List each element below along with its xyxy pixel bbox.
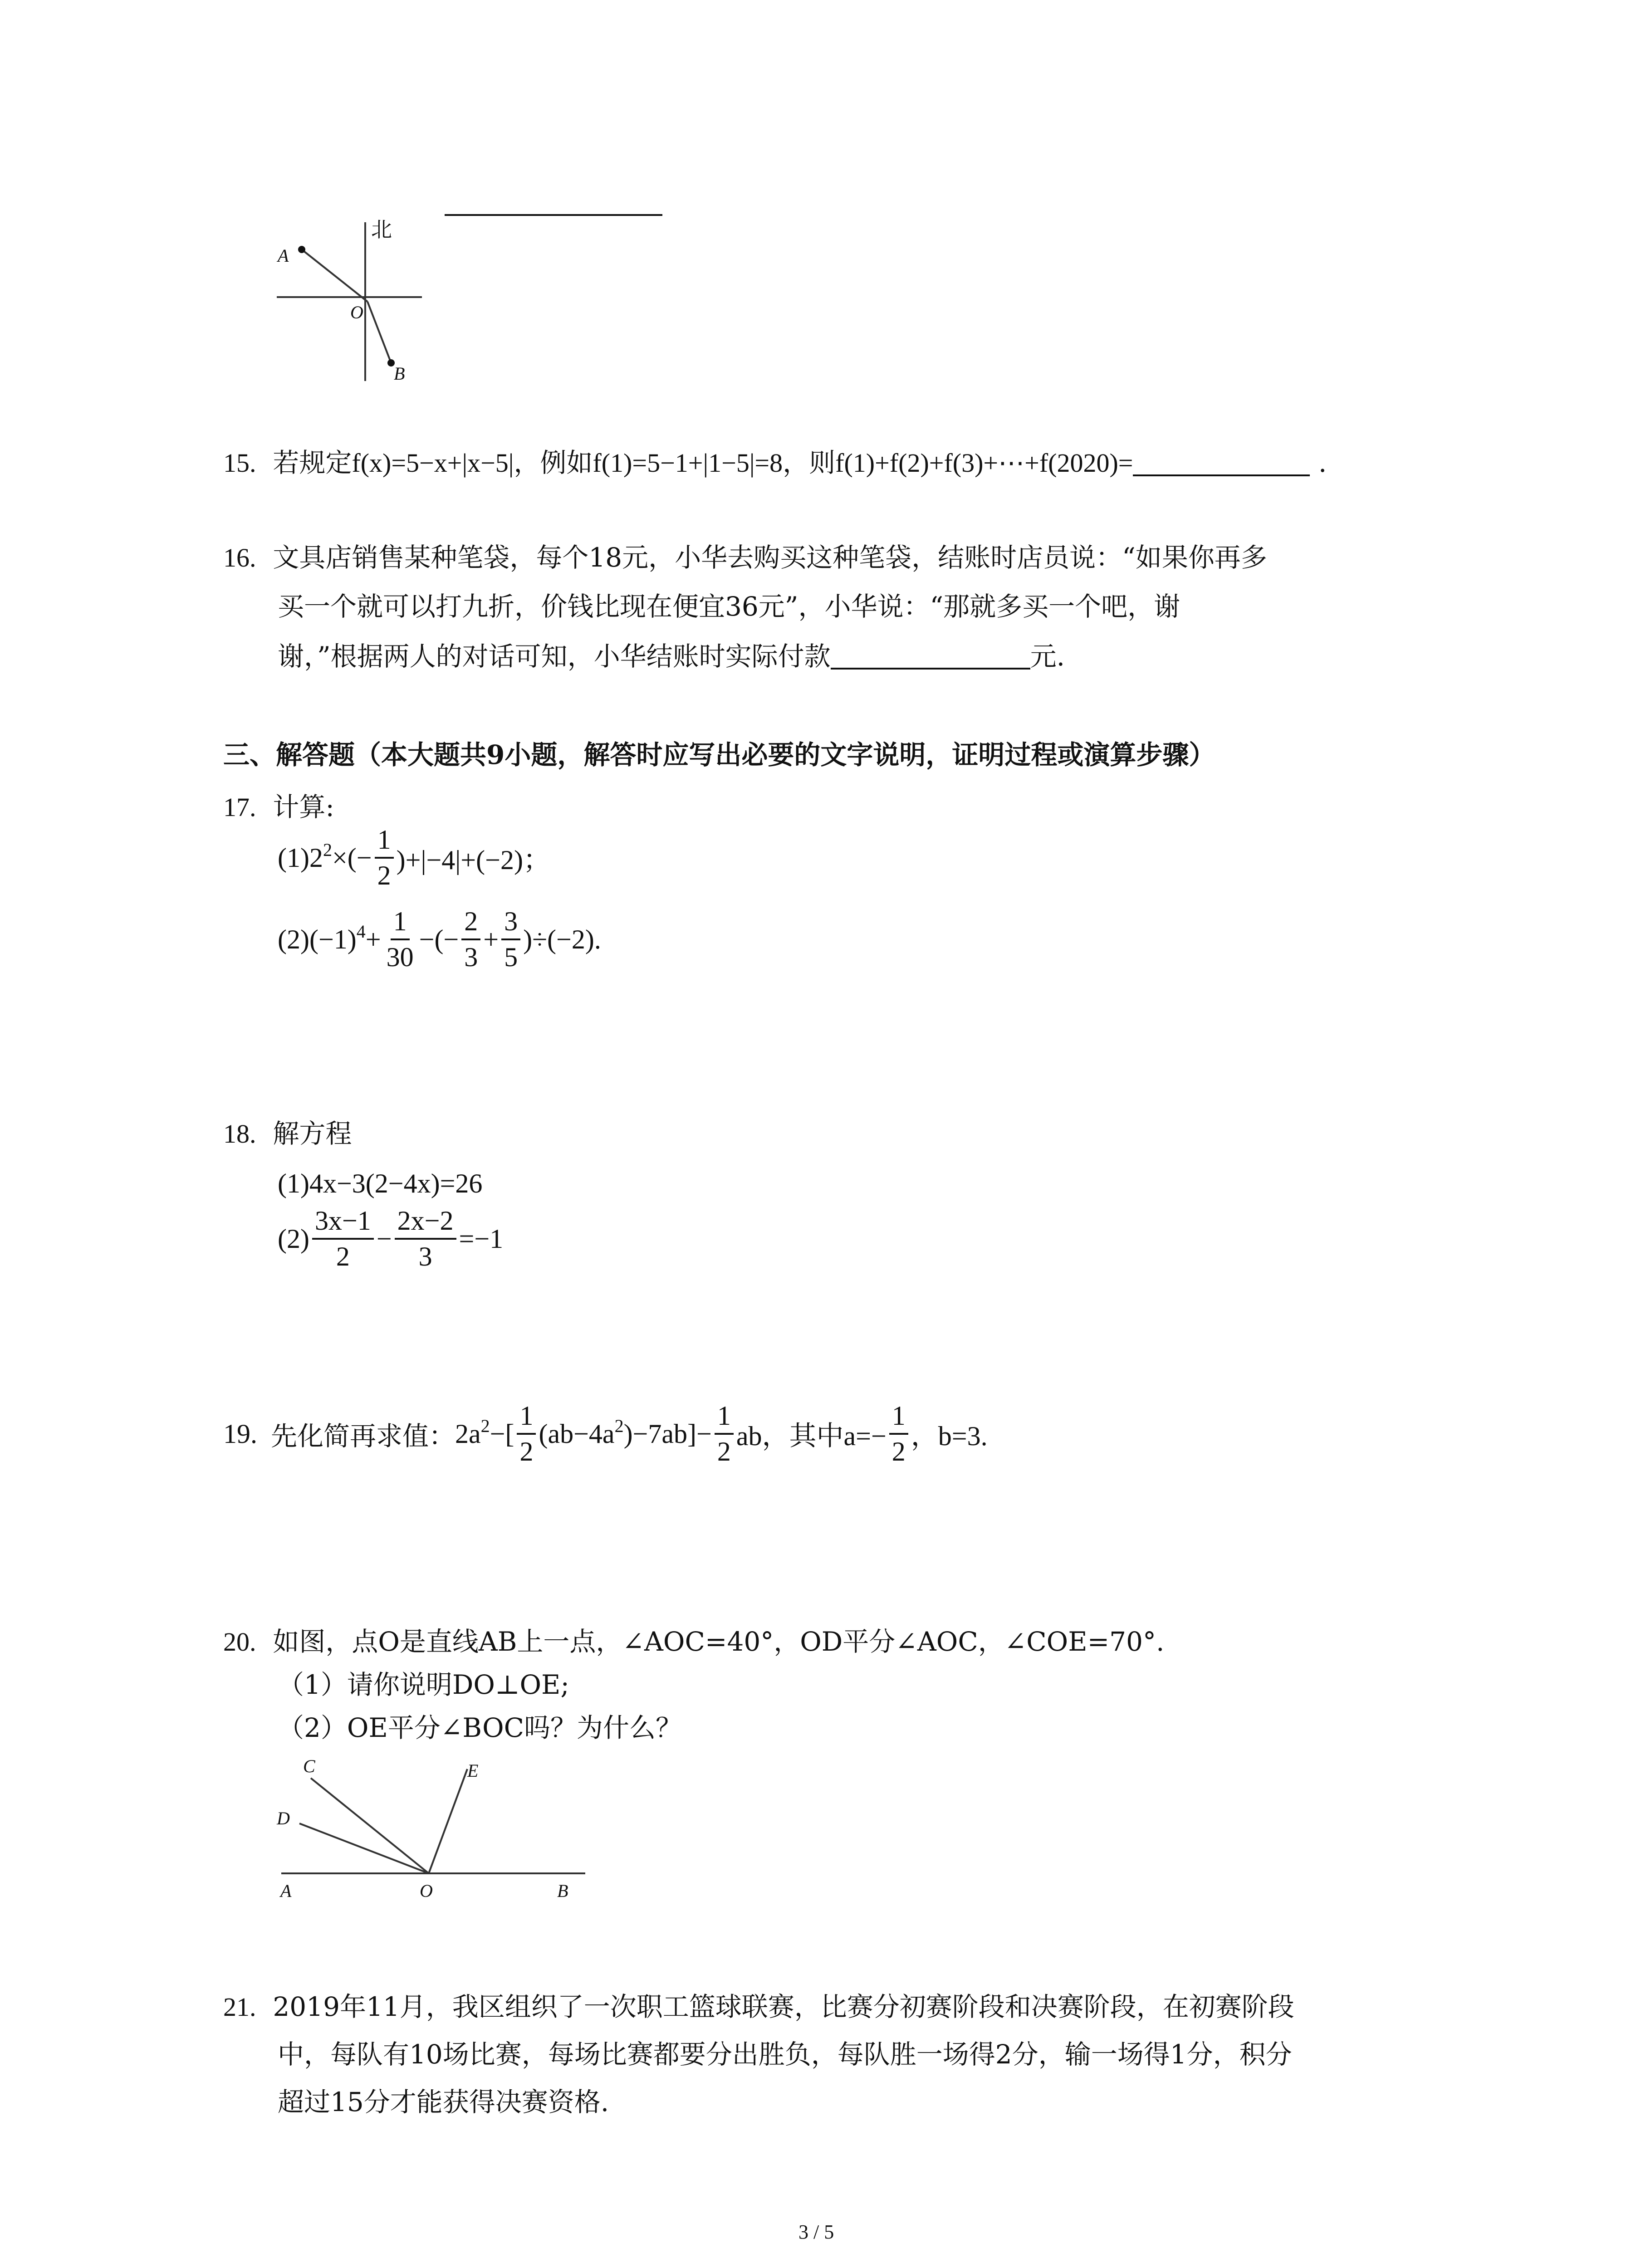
q21-line-3: 超过15分才能获得决赛资格.	[278, 2087, 609, 2117]
question-number: 21.	[223, 1992, 256, 2022]
question-number: 18.	[223, 1119, 256, 1149]
question-number: 16.	[223, 543, 256, 572]
q14-answer-blank	[445, 213, 662, 216]
q20-label-e: E	[467, 1760, 479, 1781]
q20-line-1: 如图，点O是直线AB上一点，∠AOC=40°，OD平分∠AOC，∠COE=70°.	[273, 1626, 1165, 1657]
q14-label-o: O	[350, 302, 363, 323]
fraction: $\frac{1}{2}$	[889, 1402, 908, 1466]
q16-line-2: 买一个就可以打九折，价钱比现在便宜36元”，小华说：“那就多买一个吧，谢	[278, 591, 1181, 622]
q18-part-2: (2) $\frac{3x-1}{2}$ − $\frac{2x-2}{3}$ =−1	[278, 1206, 504, 1271]
question-17: 17. 计算:	[223, 792, 334, 822]
q21-line-1: 2019年11月，我区组织了一次职工篮球联赛，比赛分初赛阶段和决赛阶段，在初赛阶段	[273, 1991, 1294, 2022]
section-heading: 三、解答题（本大题共9小题，解答时应写出必要的文字说明，证明过程或演算步骤）	[223, 739, 1215, 770]
question-number: 20.	[223, 1627, 256, 1657]
fraction: $\frac{2}{3}$	[461, 907, 480, 972]
q18-part-1: (1)4x−3(2−4x)=26	[278, 1168, 483, 1198]
question-20	[223, 1628, 1164, 1655]
question-15: 15. 若规定f(x)=5−x+|x−5|，例如f(1)=5−1+|1−5|=8，则f(1)+f(2)+f(3)+⋯+f(2020)= .	[223, 447, 1327, 478]
q16-line-3: 谢，”根据两人的对话可知，小华结账时实际付款 元.	[278, 641, 1065, 672]
fraction: $\frac{3}{5}$	[501, 907, 520, 972]
q14-label-b: B	[394, 363, 405, 384]
fraction: $\frac{3x-1}{2}$	[312, 1207, 374, 1271]
question-21	[223, 1991, 1294, 2022]
q20-label-o: O	[420, 1881, 433, 1901]
q20-line-2: （1）请你说明DO⊥OE;	[278, 1669, 569, 1700]
q14-label-a: A	[278, 245, 289, 266]
q17-part-2: (2)(−1) $^4$ + $\frac{1}{30}$ −(− $\frac{2}{3}$ + $\frac{3}{5}$ )÷(−2).	[278, 906, 601, 972]
question-number: 15.	[223, 448, 256, 478]
q20-label-d: D	[277, 1808, 290, 1828]
q20-angle-figure	[277, 1751, 590, 1896]
fraction: $\frac{1}{2}$	[517, 1402, 536, 1466]
q14-compass-figure	[272, 213, 426, 386]
sum-expression: f(1)+f(2)+f(3)+⋯+f(2020)=	[835, 448, 1133, 478]
q16-line-1: 文具店销售某种笔袋，每个18元，小华去购买这种笔袋，结账时店员说：“如果你再多	[273, 542, 1267, 573]
q20-label-a: A	[280, 1881, 292, 1901]
page-number: 3 / 5	[798, 2221, 834, 2243]
q17-part-1: (1)2 $^2$ ×(− $\frac{1}{2}$ )+|−4|+(−2)；	[278, 825, 550, 890]
function-example: f(1)=5−1+|1−5|=8	[593, 448, 783, 478]
q20-line-3: （2）OE平分∠BOC吗？为什么？	[278, 1712, 682, 1743]
function-definition: f(x)=5−x+|x−5|	[352, 448, 514, 478]
question-number: 19.	[223, 1418, 257, 1449]
fraction: $\frac{2x-2}{3}$	[395, 1207, 456, 1271]
question-16	[223, 544, 1267, 571]
fraction: $\frac{1}{2}$	[715, 1402, 734, 1466]
answer-blank	[831, 642, 1030, 670]
q20-label-b: B	[557, 1881, 568, 1901]
question-19: 19. 先化简再求值： 2a $^2$ −[ $\frac{1}{2}$ (ab−4a $^2$ )−7ab]− $\frac{1}{2}$ ab，其中a=− $\frac{1}{2}$ ，b=3.	[223, 1401, 988, 1466]
q14-label-north: 北	[371, 217, 392, 242]
question-18: 18. 解方程	[223, 1118, 352, 1149]
question-number: 17.	[223, 792, 256, 822]
answer-blank	[1133, 449, 1310, 476]
q20-label-c: C	[303, 1756, 315, 1776]
fraction: $\frac{1}{30}$	[386, 906, 414, 972]
q21-line-2: 中，每队有10场比赛，每场比赛都要分出胜负，每队胜一场得2分，输一场得1分，积分	[278, 2039, 1292, 2070]
fraction: $\frac{1}{2}$	[375, 826, 394, 890]
